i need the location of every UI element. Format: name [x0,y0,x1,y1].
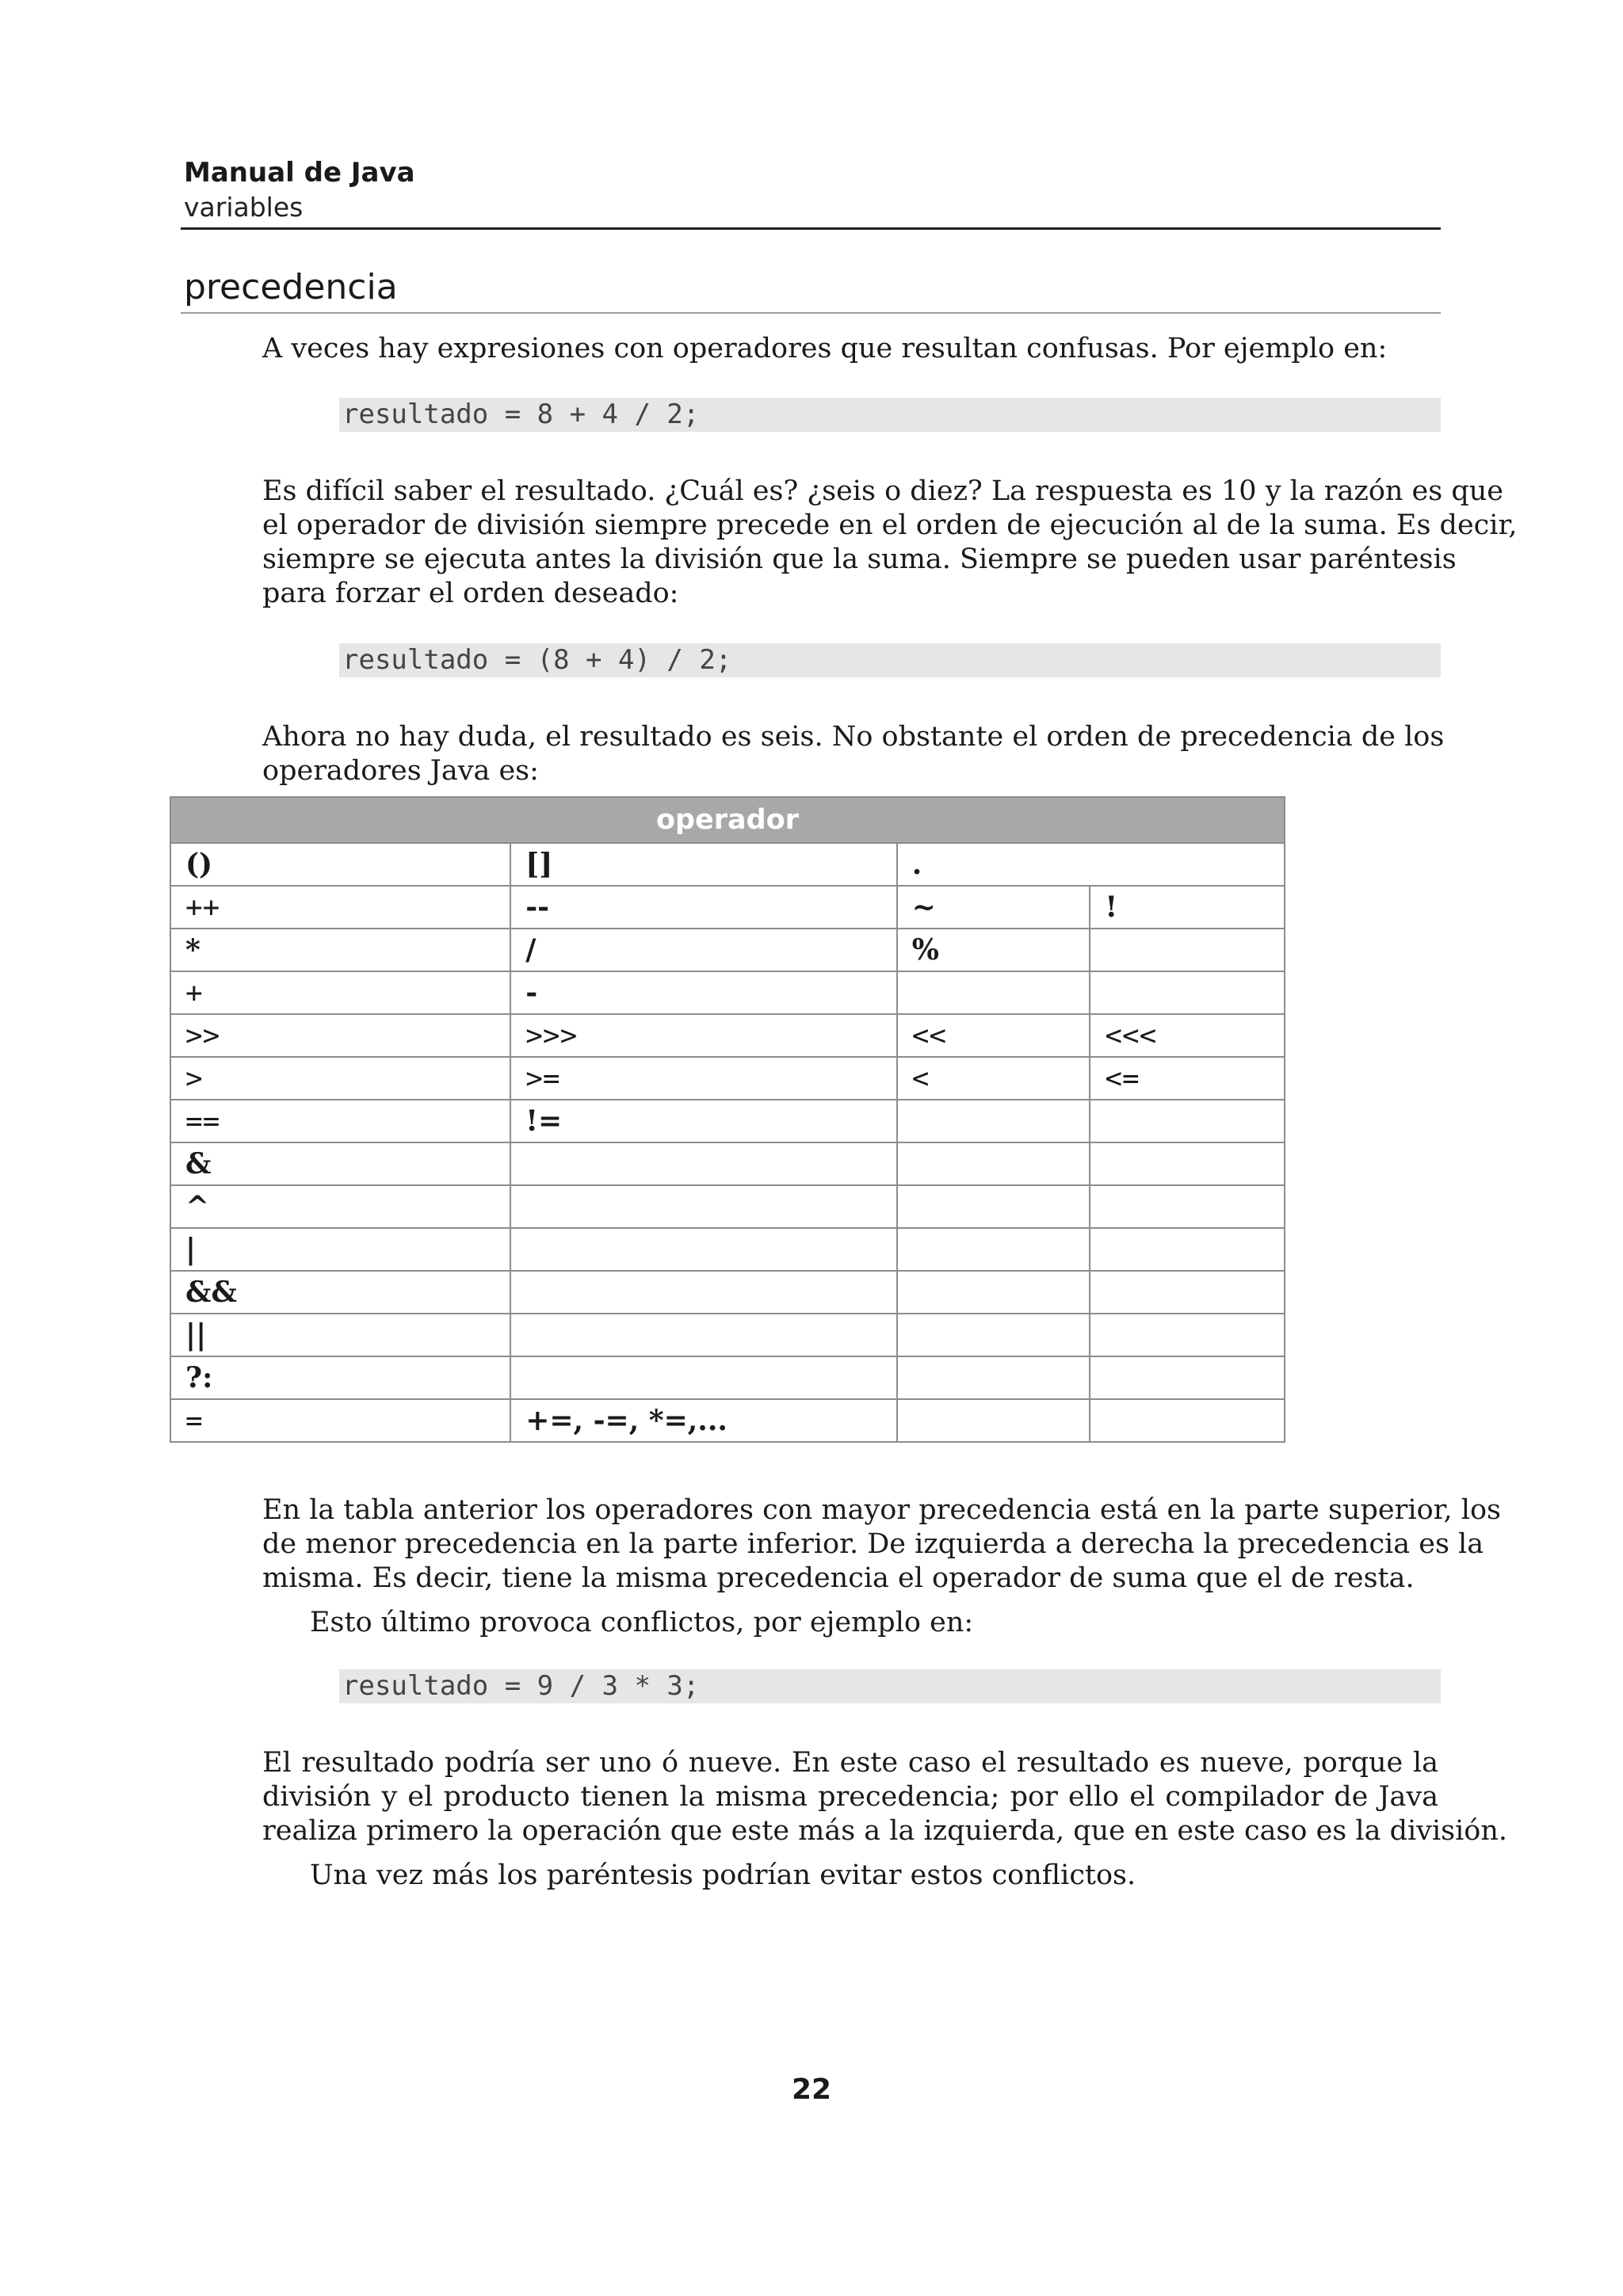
table-cell [897,1314,1090,1356]
table-cell: = [170,1399,510,1442]
table-cell [1090,1314,1285,1356]
header-divider [181,227,1441,230]
table-row [170,1057,1285,1100]
table-cell: >>> [510,1014,897,1057]
paragraph-line: misma. Es decir, tiene la misma precedencia el operador de suma que el de resta. [262,1562,1415,1594]
table-cell: < [897,1057,1090,1100]
paragraph-line: siempre se ejecuta antes la división que la suma. Siempre se pueden usar paréntesis [262,543,1457,575]
paragraph-line: Es difícil saber el resultado. ¿Cuál es? ¿seis o diez? La respuesta es 10 y la razón es que [262,475,1504,507]
paragraph-line: división y el producto tienen la misma precedencia; por ello el compilador de Java [262,1781,1438,1813]
paragraph-2 [262,475,1518,611]
table-cell [897,1142,1090,1185]
table-row [170,1314,1285,1356]
table-cell: <= [1090,1057,1285,1100]
table-row [170,1399,1285,1442]
table-cell [1090,1142,1285,1185]
table-row [170,843,1285,886]
table-cell: -- [510,886,897,929]
paragraph-line: Ahora no hay duda, el resultado es seis. No obstante el orden de precedencia de los [262,721,1445,753]
page-number: 22 [791,2073,832,2106]
table-cell [510,1228,897,1271]
operator-precedence-table [170,796,1285,1443]
table-cell: >> [170,1014,510,1057]
table-row [170,886,1285,929]
table-cell: * [170,929,510,971]
table-cell [1090,1100,1285,1142]
table-cell [1090,971,1285,1014]
paragraph-line: de menor precedencia en la parte inferior. De izquierda a derecha la precedencia es la [262,1528,1484,1560]
paragraph-line: En la tabla anterior los operadores con mayor precedencia está en la parte superior, los [262,1494,1502,1526]
paragraph-line: el operador de división siempre precede en el orden de ejecución al de la suma. Es decir, [262,509,1518,541]
table-cell [897,1356,1090,1399]
table-cell: > [170,1057,510,1100]
table-cell: [] [510,843,897,886]
table-cell [510,1271,897,1314]
table-cell: ~ [897,886,1090,929]
paragraph-6 [262,1746,1508,1848]
table-cell: ^ [170,1185,510,1228]
paragraph-4 [262,1493,1502,1596]
table-cell: ?: [170,1356,510,1399]
table-cell [1090,1271,1285,1314]
paragraph-intro [262,332,1438,366]
table-cell [897,1100,1090,1142]
table-row [170,1142,1285,1185]
table-row [170,1014,1285,1057]
section-divider [181,312,1441,314]
paragraph-3 [262,720,1445,788]
code-example-3: resultado = 9 / 3 * 3; [339,1669,1441,1703]
table-cell [897,1271,1090,1314]
table-cell [1090,1356,1285,1399]
paragraph-line: Una vez más los paréntesis podrían evitar estos conflictos. [310,1859,1136,1891]
paragraph-5 [310,1606,1438,1640]
table-cell [510,1142,897,1185]
table-cell [897,971,1090,1014]
table-row [170,1271,1285,1314]
table-cell: <<< [1090,1014,1285,1057]
table-cell [510,1185,897,1228]
table-header-operador: operador [170,797,1285,843]
table-cell [1090,929,1285,971]
paragraph-line: El resultado podría ser uno ó nueve. En este caso el resultado es nueve, porque la [262,1747,1438,1779]
table-cell: . [897,843,1285,886]
table-cell [1090,1399,1285,1442]
table-cell [510,1356,897,1399]
table-cell: +=, -=, *=,... [510,1399,897,1442]
code-example-2: resultado = (8 + 4) / 2; [339,643,1441,677]
table-row [170,1100,1285,1142]
table-cell: ++ [170,886,510,929]
table-cell: | [170,1228,510,1271]
table-cell: / [510,929,897,971]
running-header-title: Manual de Java [184,157,415,189]
table-cell: % [897,929,1090,971]
paragraph-line: A veces hay expresiones con operadores que resultan confusas. Por ejemplo en: [262,333,1388,364]
table-cell [897,1228,1090,1271]
table-row [170,929,1285,971]
table-cell: & [170,1142,510,1185]
table-row [170,971,1285,1014]
paragraph-line: realiza primero la operación que este más a la izquierda, que en este caso es la división. [262,1815,1508,1847]
table-cell: == [170,1100,510,1142]
table-cell [897,1399,1090,1442]
table-row [170,1185,1285,1228]
table-cell: << [897,1014,1090,1057]
table-cell [1090,1185,1285,1228]
paragraph-7 [310,1859,1438,1893]
running-header-subtitle: variables [184,192,304,223]
table-cell: + [170,971,510,1014]
paragraph-line: para forzar el orden deseado: [262,578,679,609]
paragraph-line: operadores Java es: [262,755,539,787]
table-cell [510,1314,897,1356]
table-cell [1090,1228,1285,1271]
table-row [170,1356,1285,1399]
table-cell: >= [510,1057,897,1100]
table-cell: - [510,971,897,1014]
table-cell: && [170,1271,510,1314]
table-cell [897,1185,1090,1228]
code-example-1: resultado = 8 + 4 / 2; [339,398,1441,432]
table-cell: () [170,843,510,886]
table-row [170,1228,1285,1271]
section-title: precedencia [184,267,398,307]
table-cell: ! [1090,886,1285,929]
paragraph-line: Esto último provoca conflictos, por ejemplo en: [310,1607,974,1638]
table-header-row [170,797,1285,843]
table-cell: || [170,1314,510,1356]
table-cell: != [510,1100,897,1142]
